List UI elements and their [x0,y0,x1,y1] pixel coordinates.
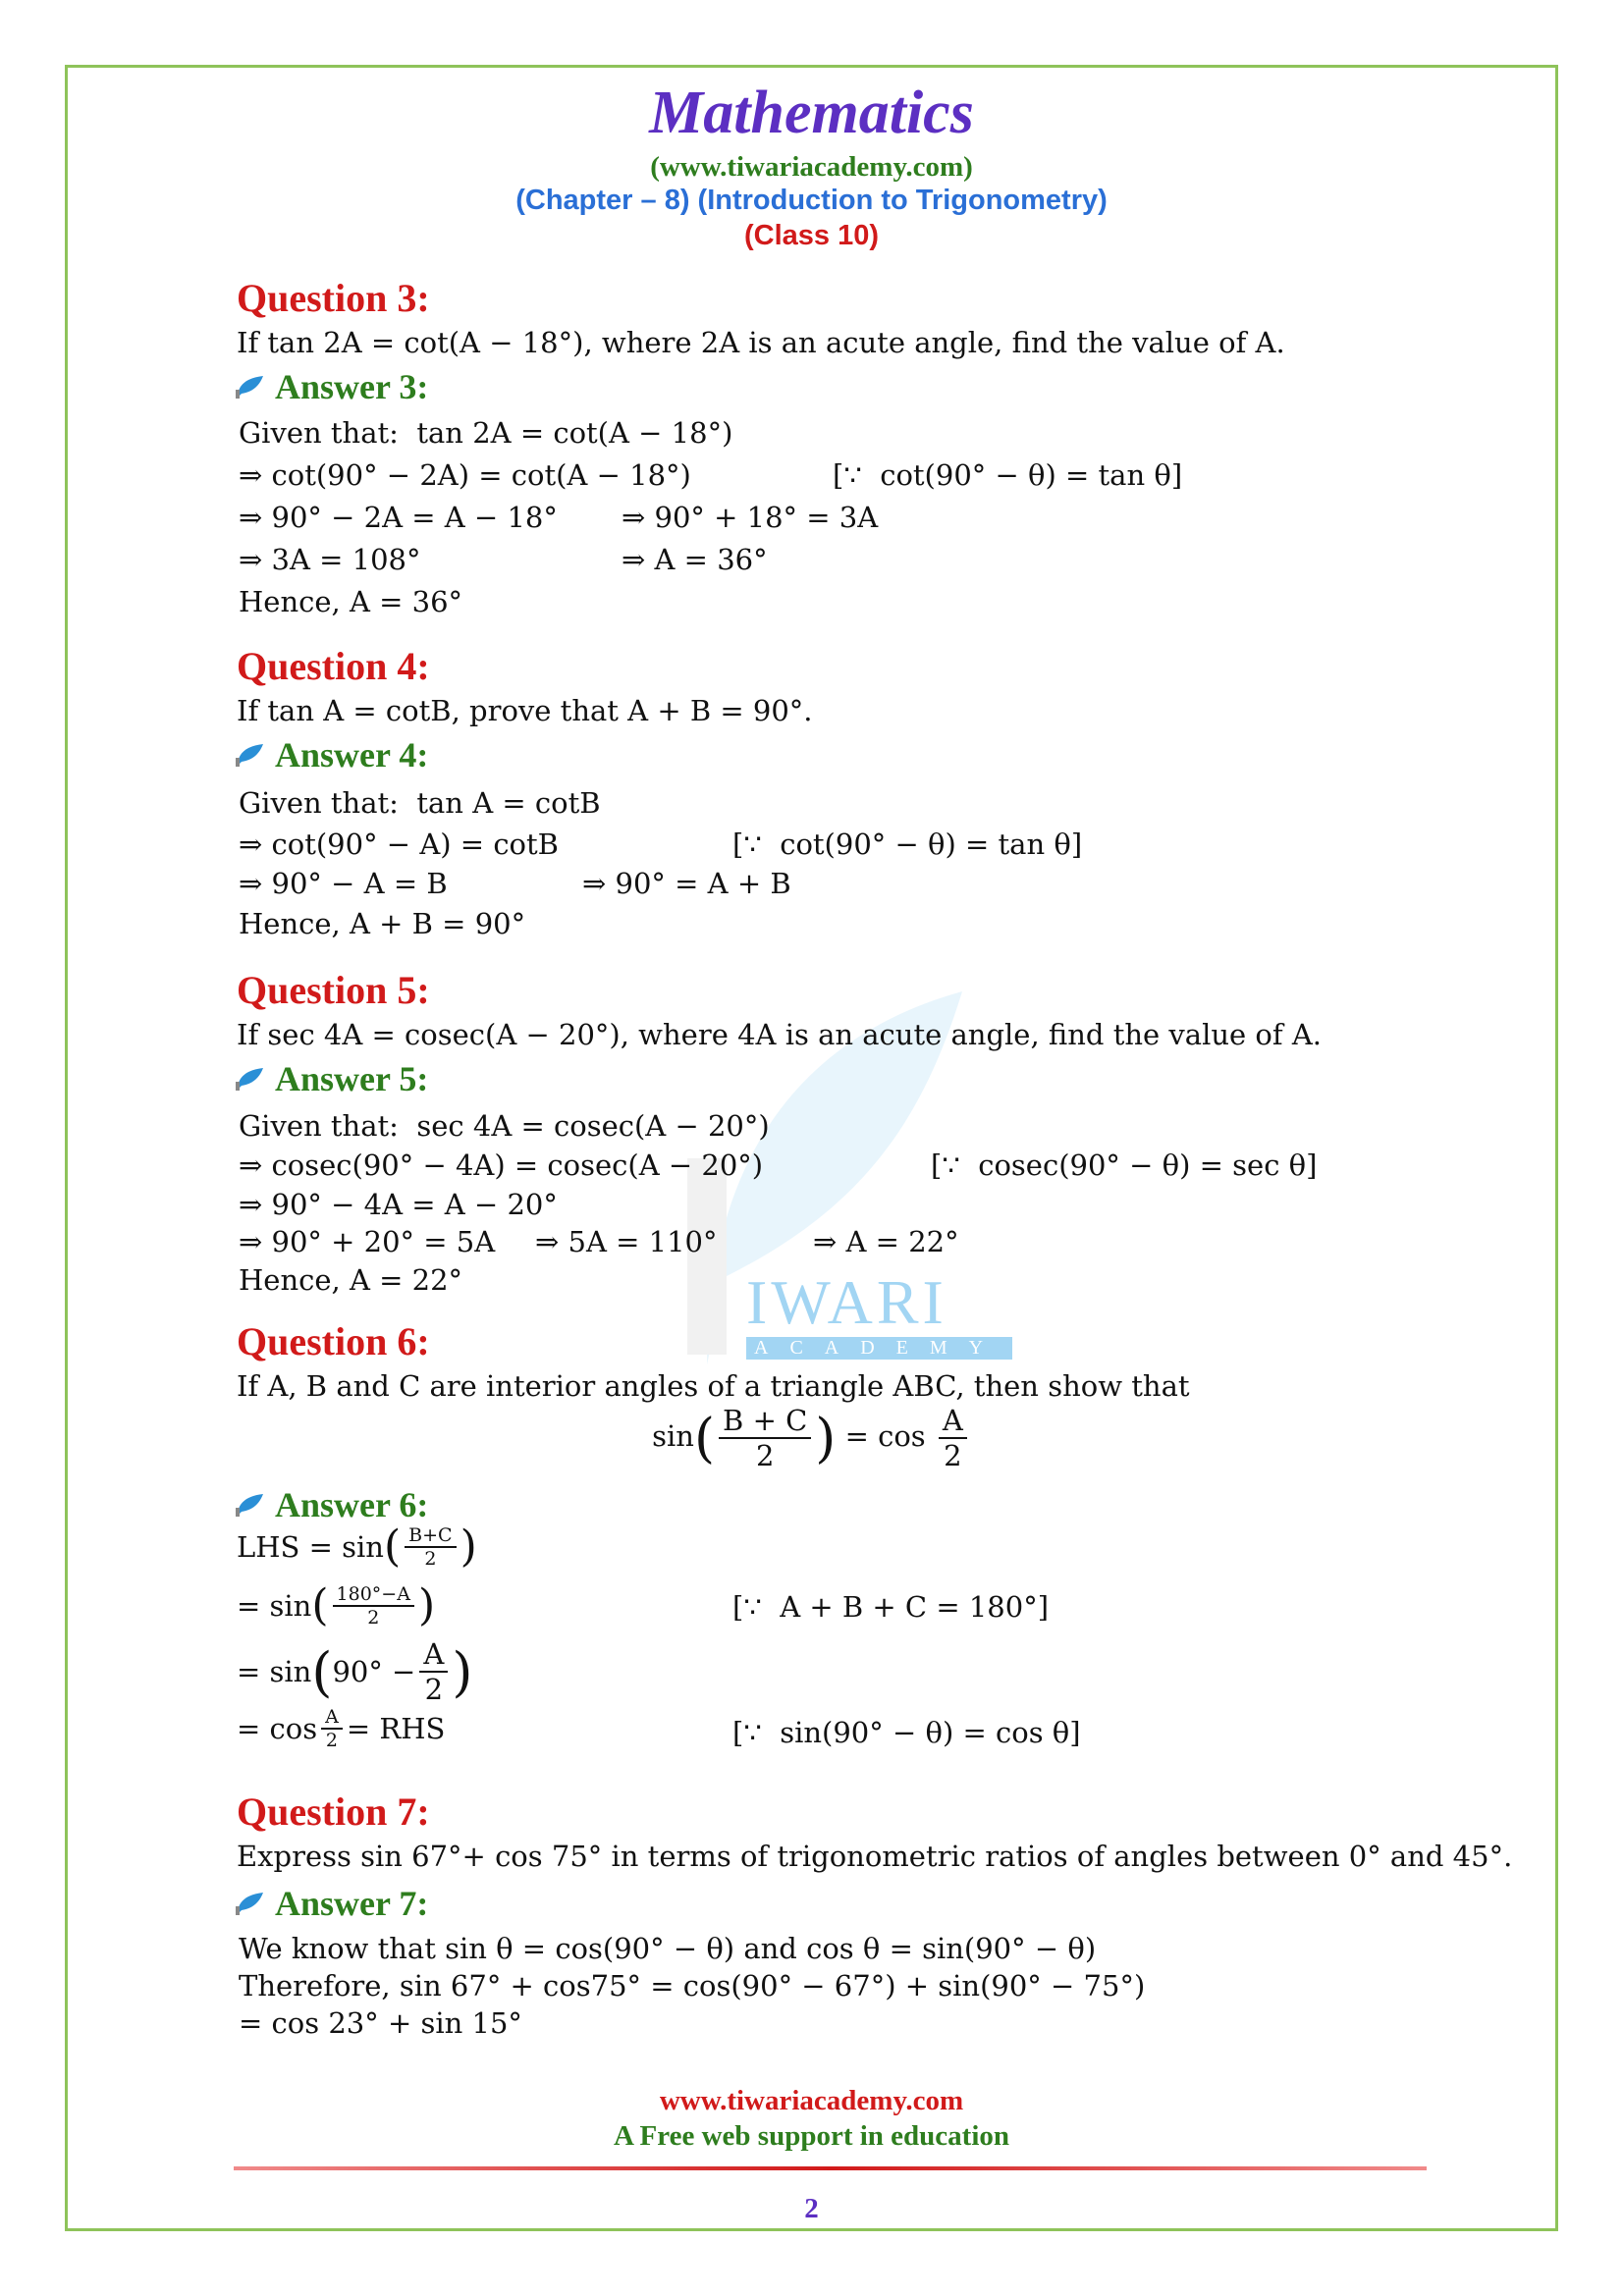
answer-6-num-2: 180°−A [333,1583,414,1607]
answer-5-heading [234,1058,428,1099]
answer-3-label: Answer 3: [275,367,429,406]
answer-6-frac-1 [405,1524,456,1570]
question-6-heading: Question 6: [237,1319,430,1363]
question-5-text: If sec 4A = cosec(A − 20°), where 4A is an acute angle, find the value of A. [237,1018,1322,1051]
answer-5-note: [∵ cosec(90° − θ) = sec θ] [931,1148,1318,1182]
answer-4-label: Answer 4: [275,735,429,774]
tiwari-logo-icon [234,1066,265,1092]
tiwari-logo-icon [234,1492,265,1518]
eq-den-1: 2 [755,1439,775,1472]
answer-6-note-1: [∵ A + B + C = 180°] [732,1590,1050,1624]
answer-7-line-3: = cos 23° + sin 15° [239,2006,522,2040]
question-7-heading: Question 7: [237,1789,430,1834]
question-6-equation: sin( $\frac{B + C}{2}$ ) = cos $\frac{A}{2}$ [0,1404,1623,1472]
answer-5-line-4: ⇒ 90° + 20° = 5A [239,1225,496,1258]
answer-4-note: [∵ cot(90° − θ) = tan θ] [732,828,1083,861]
answer-4-line-3: ⇒ 90° − A = B [239,867,448,900]
answer-7-heading [234,1883,428,1924]
answer-4-line-4: Hence, A + B = 90° [239,907,526,940]
tiwari-logo-icon [234,1891,265,1916]
answer-3-line-4: ⇒ 3A = 108° [239,543,421,576]
watermark-subtext: ACADEMY [746,1337,1012,1360]
answer-6-frac-4 [321,1706,343,1751]
answer-5-line-2: ⇒ cosec(90° − 4A) = cosec(A − 20°) [239,1148,764,1182]
answer-7-line-1: We know that sin θ = cos(90° − θ) and cos θ = sin(90° − θ) [239,1932,1097,1965]
answer-4-right-1: ⇒ 90° = A + B [582,867,791,900]
answer-3-right-2: ⇒ A = 36° [622,543,768,576]
question-7-text: Express sin 67°+ cos 75° in terms of trigonometric ratios of angles between 0° and 45°. [237,1840,1513,1873]
answer-4-line-1: Given that: tan A = cotB [239,786,601,820]
answer-6-line-3-mid: 90° − [332,1655,416,1688]
question-3-heading: Question 3: [237,276,430,320]
answer-6-num-3: A [419,1637,448,1673]
answer-5-line-5: Hence, A = 22° [239,1263,463,1297]
page-number: 2 [804,2193,819,2224]
answer-6-note-2: [∵ sin(90° − θ) = cos θ] [732,1716,1081,1749]
eq-equals-cos: = cos [844,1419,926,1453]
answer-3-right-1: ⇒ 90° + 18° = 3A [622,501,879,534]
answer-7-line-2: Therefore, sin 67° + cos75° = cos(90° − 67°) + sin(90° − 75°) [239,1969,1146,2002]
answer-4-line-2: ⇒ cot(90° − A) = cotB [239,828,559,861]
answer-5-mid: ⇒ 5A = 110° [535,1225,718,1258]
tiwari-logo-icon [234,374,265,400]
answer-6-line-4-post: = RHS [346,1712,446,1745]
eq-num-2: A [939,1404,967,1439]
answer-6-den-1: 2 [424,1547,437,1570]
eq-num-1: B + C [719,1404,811,1439]
eq-sin: sin [652,1419,694,1453]
eq-fraction-1 [719,1404,811,1472]
answer-6-line-3-pre: = sin [237,1655,312,1688]
answer-4-heading [234,734,428,775]
watermark-text: IWARI [746,1267,947,1337]
footer-divider [234,2166,1427,2170]
answer-6-den-4: 2 [325,1730,339,1751]
answer-7-label: Answer 7: [275,1884,429,1923]
answer-6-num-1: B+C [405,1524,456,1548]
answer-3-line-3: ⇒ 90° − 2A = A − 18° [239,501,558,534]
answer-3-line-5: Hence, A = 36° [239,585,463,618]
answer-6-line-4 [237,1706,445,1751]
answer-6-frac-3 [419,1637,448,1706]
answer-3-heading [234,366,428,407]
tiwari-logo-icon [234,742,265,768]
eq-fraction-2 [939,1404,967,1472]
question-3-text: If tan 2A = cot(A − 18°), where 2A is an acute angle, find the value of A. [237,326,1285,359]
answer-6-line-2-pre: = sin [237,1588,312,1623]
answer-6-line-3: = sin ( 90° − $\frac{A}{2}$ ) [237,1637,473,1706]
answer-6-num-4: A [321,1706,343,1730]
eq-den-2: 2 [944,1439,962,1472]
header-site: (www.tiwariacademy.com) [650,151,973,183]
answer-6-frac-2 [333,1583,414,1629]
answer-6-line-1-pre: LHS = sin [237,1529,384,1564]
answer-6-heading [234,1484,428,1525]
page-title: Mathematics [649,80,974,146]
footer-tagline: A Free web support in education [613,2120,1010,2152]
question-6-text: If A, B and C are interior angles of a triangle ABC, then show that [237,1369,1190,1403]
answer-6-line-2: = sin ( $\frac{180^\circ-A}{2}$ ) [237,1580,436,1630]
question-4-heading: Question 4: [237,644,430,688]
answer-6-den-3: 2 [424,1673,444,1706]
answer-6-line-1: LHS = sin ( $\frac{B+C}{2}$ ) [237,1522,477,1572]
answer-3-line-1: Given that: tan 2A = cot(A − 18°) [239,416,733,450]
answer-3-note: [∵ cot(90° − θ) = tan θ] [833,458,1183,492]
answer-3-line-2: ⇒ cot(90° − 2A) = cot(A − 18°) [239,458,691,492]
answer-5-line-1: Given that: sec 4A = cosec(A − 20°) [239,1109,770,1143]
answer-6-den-2: 2 [367,1606,380,1629]
class-label: (Class 10) [743,220,879,251]
chapter-title: (Chapter – 8) (Introduction to Trigonometry) [515,185,1108,216]
answer-5-right: ⇒ A = 22° [813,1225,959,1258]
question-5-heading: Question 5: [237,968,430,1012]
footer-site-link[interactable]: www.tiwariacademy.com [659,2085,964,2116]
answer-5-line-3: ⇒ 90° − 4A = A − 20° [239,1188,558,1221]
question-4-text: If tan A = cotB, prove that A + B = 90°. [237,694,813,727]
answer-6-label: Answer 6: [275,1485,429,1524]
answer-5-label: Answer 5: [275,1059,429,1098]
answer-6-line-4-pre: = cos [237,1712,318,1745]
